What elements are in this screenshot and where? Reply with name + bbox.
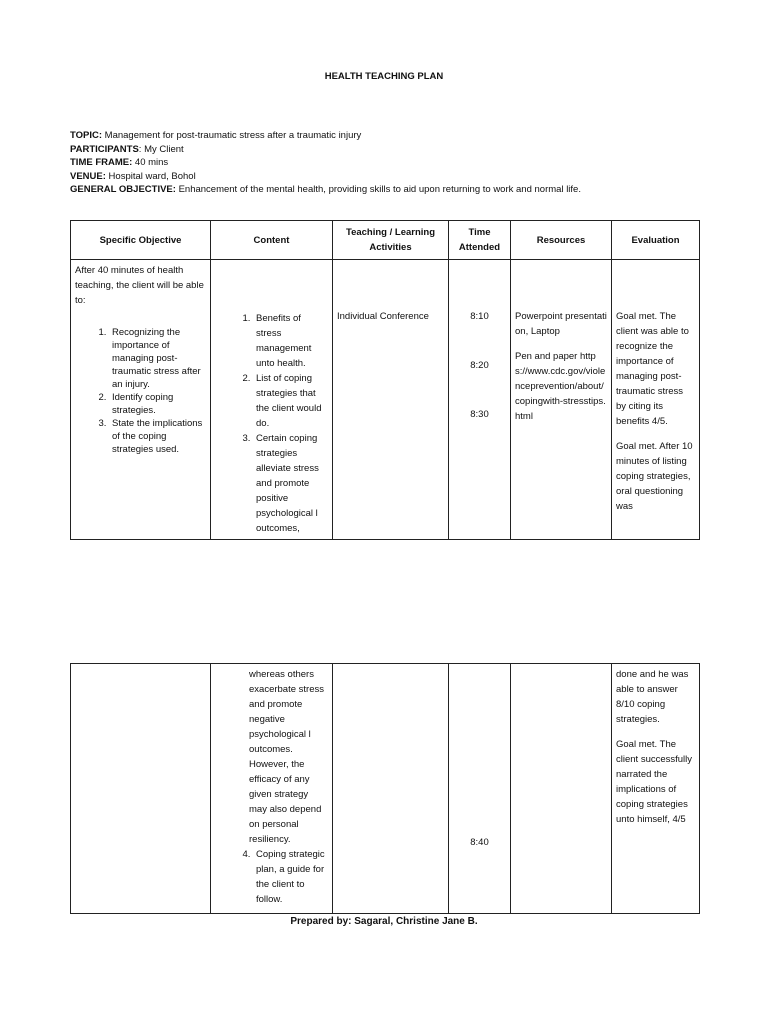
objective-cell <box>71 260 211 540</box>
table-row <box>71 664 700 914</box>
list-item: 1. Recognizing the importance of managing post-traumatic stress after an injury. <box>109 326 206 391</box>
document-title: HEALTH TEACHING PLAN <box>324 71 444 82</box>
resource-item: Powerpoint presentation, Laptop <box>515 311 607 337</box>
evaluation-item: done and he was able to answer 8/10 coping strategies. <box>616 669 689 725</box>
objective-cell <box>71 664 211 914</box>
activity-cell <box>333 664 449 914</box>
time-value: 8:30 <box>470 409 489 420</box>
time-frame-value: 40 mins <box>132 157 169 168</box>
general-objective-value: Enhancement of the mental health, providing skills to aid upon returning to work and normal life. <box>175 184 581 195</box>
venue-value: Hospital ward, Bohol <box>105 170 196 182</box>
resources-cell <box>511 664 612 914</box>
evaluation-cell <box>612 664 700 914</box>
plan-metadata <box>70 129 581 197</box>
content-continued: whereas others exacerbate stress and promote negative psychological l outcomes. However, the efficacy of any given strategy may also depend on personal resiliency. <box>249 669 324 845</box>
table-row <box>71 260 700 540</box>
participants-value: : My Client <box>138 143 184 155</box>
time-frame-line <box>70 156 581 170</box>
topic-label: TOPIC: <box>70 130 103 141</box>
evaluation-item: Goal met. After 10 minutes of listing coping strategies, oral questioning was <box>616 441 693 512</box>
list-item: 3. Certain coping strategies alleviate stress and promote positive psychological l outcomes, <box>253 431 328 536</box>
topic-line <box>70 129 581 143</box>
header-resources: Resources <box>511 221 612 260</box>
evaluation-item: Goal met. The client successfully narrated the implications of coping strategies unto himself, 4/5 <box>616 739 693 825</box>
header-evaluation: Evaluation <box>612 221 700 260</box>
time-value: 8:20 <box>470 360 489 371</box>
objective-intro: After 40 minutes of health teaching, the client will be able to: <box>75 265 204 306</box>
resource-item: Pen and paper https://www.cdc.gov/violenceprevention/about/copingwith-stresstips.html <box>515 351 606 422</box>
table-header-row <box>71 221 700 260</box>
activity-text: Individual Conference <box>337 311 429 322</box>
resources-cell <box>511 260 612 540</box>
evaluation-cell <box>612 260 700 540</box>
time-value: 8:40 <box>470 837 489 848</box>
participants-label: PARTICIPANTS <box>70 143 139 155</box>
list-item: 1. Benefits of stress management unto health. <box>253 311 328 371</box>
content-cell <box>211 664 333 914</box>
content-list <box>215 311 328 536</box>
teaching-plan-table <box>70 220 700 540</box>
content-list <box>215 847 328 907</box>
topic-value: Management for post-traumatic stress after a traumatic injury <box>102 130 362 141</box>
header-time-attended: Time Attended <box>449 221 511 260</box>
header-content: Content <box>211 221 333 260</box>
general-objective-line <box>70 183 581 197</box>
venue-label: VENUE: <box>70 170 106 182</box>
general-objective-label: GENERAL OBJECTIVE: <box>70 184 176 195</box>
time-frame-label: TIME FRAME: <box>70 157 133 168</box>
time-cell <box>449 664 511 914</box>
activity-cell <box>333 260 449 540</box>
evaluation-item: Goal met. The client was able to recognize the importance of managing post-traumatic stress by citing its benefits 4/5. <box>616 311 689 427</box>
header-activities: Teaching / Learning Activities <box>333 221 449 260</box>
list-item: 3. State the implications of the coping strategies used. <box>109 417 206 456</box>
teaching-plan-table-continued <box>70 663 700 914</box>
time-value: 8:10 <box>470 311 489 322</box>
list-item: 4. Coping strategic plan, a guide for the client to follow. <box>253 847 328 907</box>
objective-list <box>75 326 206 456</box>
prepared-by: Prepared by: Sagaral, Christine Jane B. <box>290 916 478 927</box>
header-specific-objective: Specific Objective <box>71 221 211 260</box>
time-cell <box>449 260 511 540</box>
participants-line <box>70 143 581 157</box>
content-cell <box>211 260 333 540</box>
list-item: 2. Identify coping strategies. <box>109 391 206 417</box>
venue-line <box>70 170 581 184</box>
list-item: 2. List of coping strategies that the client would do. <box>253 371 328 431</box>
